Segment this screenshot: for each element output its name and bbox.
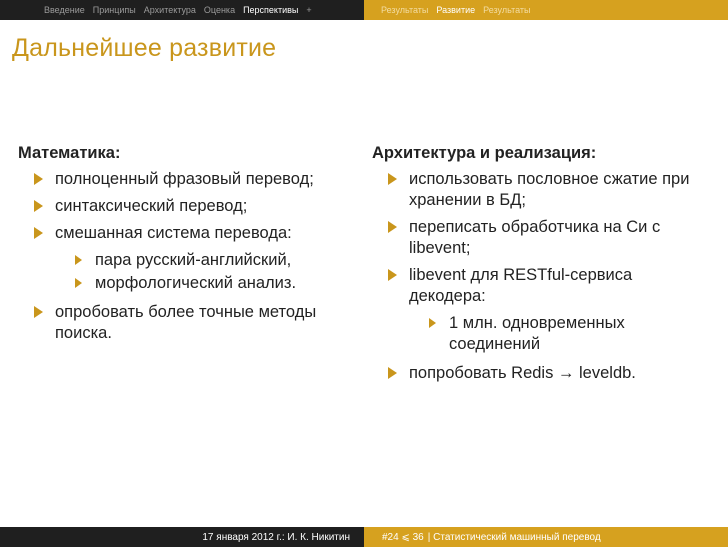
list-item-text: опробовать более точные методы поиска. <box>55 303 317 342</box>
list-item <box>372 217 712 259</box>
list-item-text: переписать обработчика на Си с libevent; <box>409 218 661 257</box>
sub-list-item <box>55 250 358 271</box>
triangle-bullet-icon <box>34 200 43 212</box>
right-bullet-list <box>372 169 712 384</box>
nav-item-plus[interactable]: + <box>306 5 312 15</box>
triangle-bullet-icon <box>34 306 43 318</box>
list-item-text: смешанная система перевода: <box>55 224 292 242</box>
footer-info <box>364 527 728 547</box>
left-column <box>18 143 358 350</box>
list-item-text: полноценный фразовый перевод; <box>55 170 314 188</box>
list-item-text: попробовать Redis → leveldb. <box>409 364 636 382</box>
frame-title: Дальнейшее развитие <box>12 34 277 62</box>
list-item <box>372 169 712 211</box>
triangle-bullet-icon <box>34 227 43 239</box>
subsection-navigation <box>364 0 728 20</box>
nested-bullet-list <box>409 313 712 355</box>
triangle-bullet-icon <box>388 173 397 185</box>
list-item <box>18 302 358 344</box>
sub-list-item <box>409 313 712 355</box>
list-item <box>18 223 358 294</box>
triangle-bullet-icon <box>388 221 397 233</box>
nav-item-principles[interactable]: Принципы <box>92 5 136 15</box>
nested-bullet-list <box>55 250 358 294</box>
nav-subitem-development[interactable]: Развитие <box>436 5 476 15</box>
triangle-bullet-icon <box>75 278 82 288</box>
footer-talk-title: | Статистический машинный перевод <box>427 531 601 543</box>
nav-item-intro[interactable]: Введение <box>44 5 85 15</box>
list-item <box>372 363 712 384</box>
page-number: #24 ⩽ 36 <box>382 531 424 543</box>
triangle-bullet-icon <box>388 367 397 379</box>
left-column-heading: Математика: <box>18 144 121 162</box>
footer-author <box>0 527 364 547</box>
section-navigation <box>0 0 364 20</box>
nav-item-perspectives[interactable]: Перспективы <box>243 5 299 15</box>
nav-item-evaluation[interactable]: Оценка <box>203 5 236 15</box>
nav-item-architecture[interactable]: Архитектура <box>143 5 196 15</box>
triangle-bullet-icon <box>388 269 397 281</box>
navigation-bar <box>0 0 728 20</box>
list-item-text: libevent для RESTful-сервиса декодера: <box>409 266 633 305</box>
list-item-text: синтаксический перевод; <box>55 197 248 215</box>
triangle-bullet-icon <box>75 255 82 265</box>
sub-list-item-text: морфологический анализ. <box>95 274 297 292</box>
footer-bar <box>0 527 728 547</box>
list-item <box>18 196 358 217</box>
right-column <box>372 143 712 390</box>
sub-list-item-text: пара русский-английский, <box>95 251 292 269</box>
triangle-bullet-icon <box>429 318 436 328</box>
sub-list-item-text: 1 млн. одновременных соединений <box>449 314 625 353</box>
right-column-heading: Архитектура и реализация: <box>372 144 597 162</box>
footer-author-text: 17 января 2012 г.: И. К. Никитин <box>202 531 350 543</box>
triangle-bullet-icon <box>34 173 43 185</box>
sub-list-item <box>55 273 358 294</box>
nav-subitem-results-1[interactable]: Результаты <box>381 5 429 15</box>
left-bullet-list <box>18 169 358 344</box>
list-item-text: использовать пословное сжатие при хранении в БД; <box>409 170 690 209</box>
list-item <box>372 265 712 355</box>
nav-subitem-results-2[interactable]: Результаты <box>483 5 531 15</box>
list-item <box>18 169 358 190</box>
